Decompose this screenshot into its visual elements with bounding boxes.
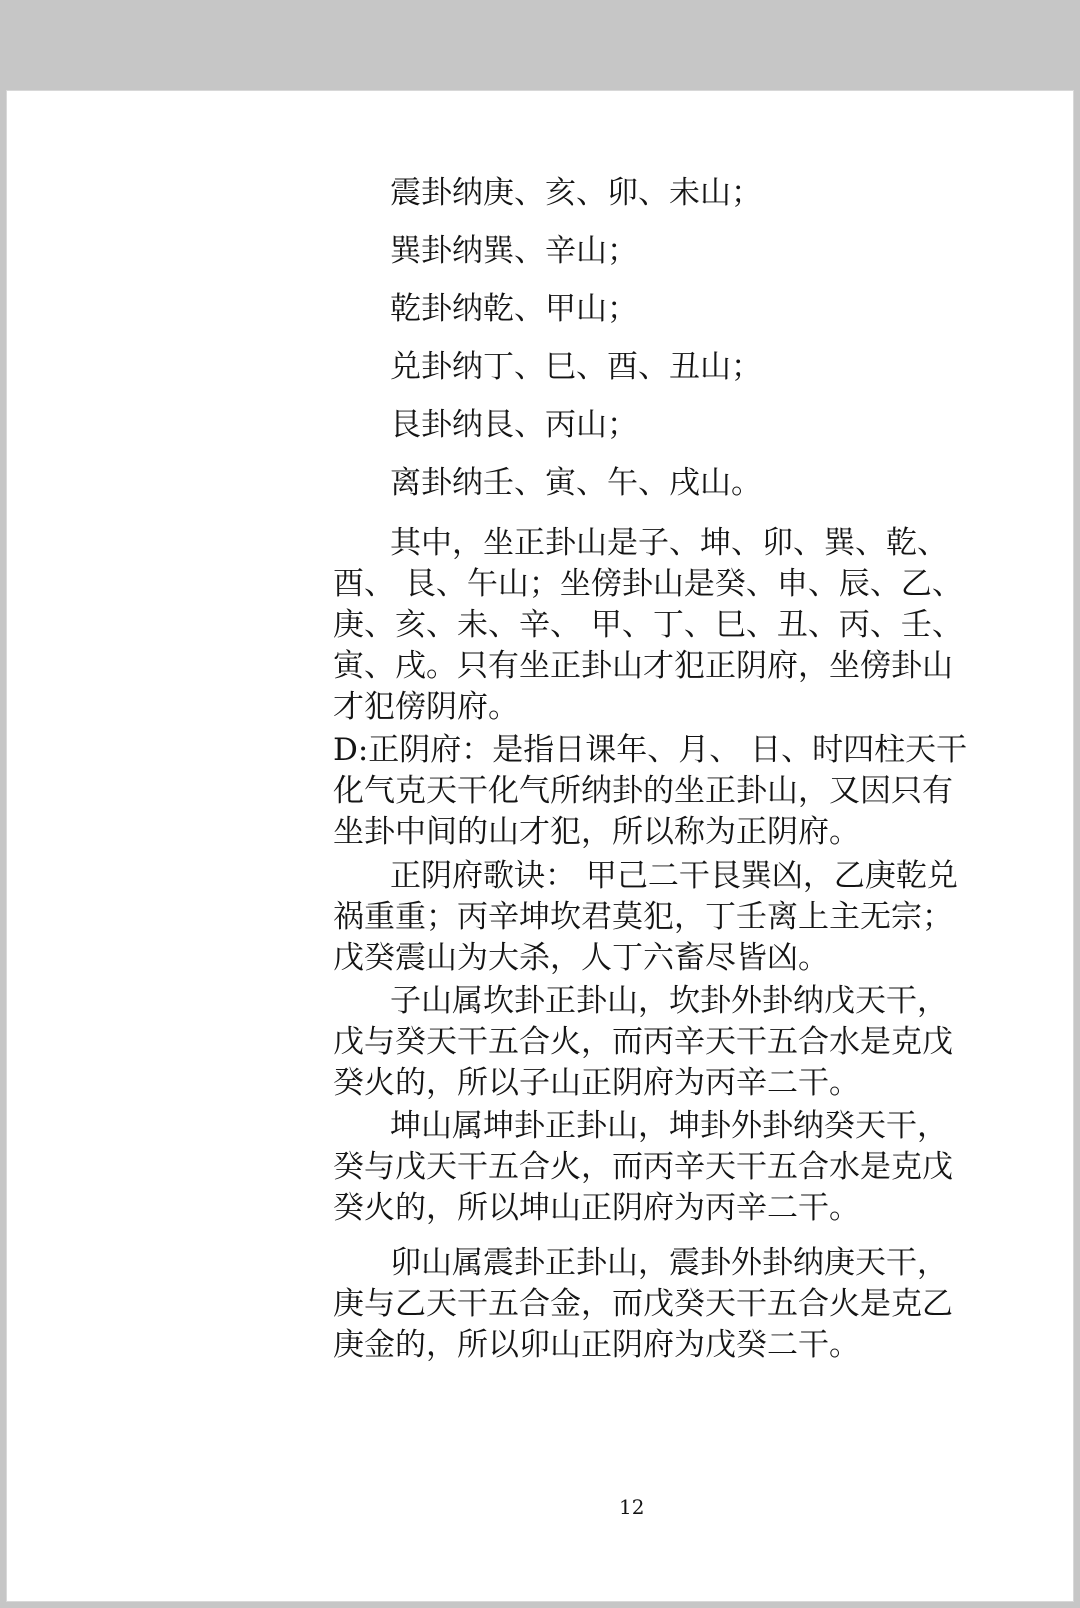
text-line: 其中，坐正卦山是子、坤、卯、巽、乾、	[390, 525, 948, 561]
text-line: 乾卦纳乾、甲山；	[390, 291, 638, 327]
page-number: 12	[619, 1495, 645, 1519]
text-line: 寅、戌。只有坐正卦山才犯正阴府，坐傍卦山	[333, 648, 953, 684]
text-line: 癸火的，所以子山正阴府为丙辛二干。	[333, 1065, 860, 1101]
document-page	[6, 90, 1074, 1602]
text-line: 坤山属坤卦正卦山，坤卦外卦纳癸天干，	[390, 1108, 948, 1144]
text-line: 兑卦纳丁、巳、酉、丑山；	[390, 349, 762, 385]
text-line: 坐卦中间的山才犯，所以称为正阴府。	[333, 814, 860, 850]
text-line: 正阴府歌诀： 甲己二干艮巽凶，乙庚乾兑	[390, 858, 958, 894]
text-line: 才犯傍阴府。	[333, 689, 519, 725]
text-line: 化气克天干化气所纳卦的坐正卦山，又因只有	[333, 773, 953, 809]
text-line: 庚、亥、未、辛、 甲、丁、巳、丑、丙、壬、	[333, 607, 963, 643]
text-line: 庚金的，所以卯山正阴府为戊癸二干。	[333, 1327, 860, 1363]
text-line: 戊癸震山为大杀，人丁六畜尽皆凶。	[333, 940, 829, 976]
text-line: 庚与乙天干五合金，而戊癸天干五合火是克乙	[333, 1286, 953, 1322]
text-line: D:正阴府：是指日课年、月、 日、时四柱天干	[333, 732, 968, 768]
text-line: 艮卦纳艮、丙山；	[390, 407, 638, 443]
text-line: 戊与癸天干五合火，而丙辛天干五合水是克戊	[333, 1024, 953, 1060]
text-line: 子山属坎卦正卦山，坎卦外卦纳戊天干，	[390, 983, 948, 1019]
text-line: 巽卦纳巽、辛山；	[390, 233, 638, 269]
text-line: 癸火的，所以坤山正阴府为丙辛二干。	[333, 1190, 860, 1226]
text-line: 酉、 艮、午山；坐傍卦山是癸、申、辰、乙、	[333, 566, 963, 602]
text-line: 癸与戊天干五合火，而丙辛天干五合水是克戊	[333, 1149, 953, 1185]
text-line: 祸重重；丙辛坤坎君莫犯，丁壬离上主无宗；	[333, 899, 953, 935]
text-line: 离卦纳壬、寅、午、戌山。	[390, 465, 762, 501]
text-line: 震卦纳庚、亥、卯、未山；	[390, 175, 762, 211]
text-line: 卯山属震卦正卦山，震卦外卦纳庚天干，	[390, 1245, 948, 1281]
